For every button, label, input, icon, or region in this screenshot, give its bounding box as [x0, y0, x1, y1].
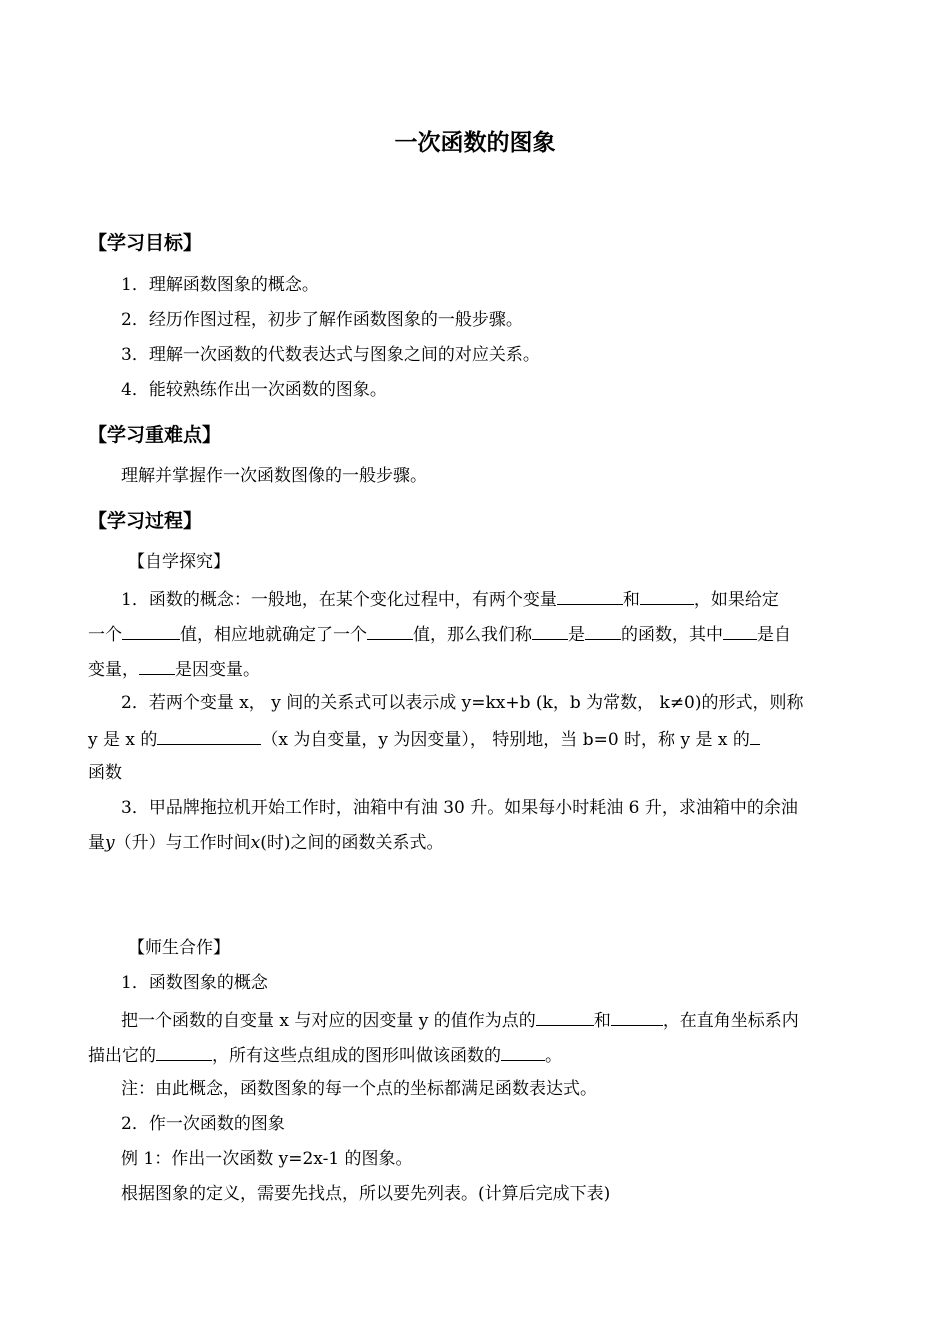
coop-1-text-d: 描出它的: [88, 1046, 156, 1066]
key-text: 理解并掌握作一次函数图像的一般步骤。: [121, 466, 427, 486]
goal-3: 3．理解一次函数的代数表达式与图象之间的对应关系。: [121, 345, 540, 365]
coop-1-text-e: ，所有这些点组成的图形叫做该函数的: [212, 1046, 501, 1066]
answer-blank[interactable]: [532, 621, 568, 640]
q3-line-1: 3．甲品牌拖拉机开始工作时，油箱中有油 30 升。如果每小时耗油 6 升，求油箱中的余油: [121, 798, 798, 818]
table-hint: 根据图象的定义，需要先找点，所以要先列表。(计算后完成下表): [121, 1184, 611, 1204]
key-heading: 【学习重难点】: [88, 424, 222, 446]
self-study-heading: 【自学探究】: [128, 552, 230, 572]
q1-text-d: 一个: [88, 625, 122, 645]
coop-1-line-2: [88, 1042, 562, 1068]
q1-text-a: 1．函数的概念：一般地，在某个变化过程中，有两个变量: [121, 590, 557, 610]
q1-text-f: 值，那么我们称: [413, 625, 532, 645]
coop-1-text-f: 。: [545, 1046, 562, 1066]
q1-text-b: 和: [622, 590, 640, 610]
coop-1-text-a: 把一个函数的自变量 x 与对应的因变量 y 的值作为点的: [121, 1011, 536, 1031]
answer-blank[interactable]: [156, 1042, 212, 1061]
q2-line-3: 函数: [88, 763, 122, 783]
answer-blank[interactable]: [501, 1042, 545, 1061]
example-text: 例 1：作出一次函数 y=2x-1 的图象。: [121, 1149, 413, 1169]
goals-heading: 【学习目标】: [88, 232, 203, 254]
q3-text-b: （升）与工作时间: [114, 833, 251, 853]
answer-blank[interactable]: [367, 621, 413, 640]
variable-x: x: [250, 833, 261, 853]
q3-text-a: 量: [88, 833, 105, 853]
answer-blank[interactable]: [557, 586, 623, 605]
q3-text-c: (时)之间的函数关系式。: [260, 833, 444, 853]
q1-text-h: 的函数，其中: [621, 625, 723, 645]
q3-line-2: [88, 831, 443, 855]
q1-text-j: 变量，: [88, 660, 139, 680]
q1-text-c: ，如果给定: [693, 590, 779, 610]
answer-blank[interactable]: [157, 726, 261, 745]
note-text: 注：由此概念，函数图象的每一个点的坐标都满足函数表达式。: [121, 1079, 597, 1099]
coop-1-line-1: [121, 1007, 799, 1033]
q2-text-c: （x 为自变量，y 为因变量）， 特别地，当 b=0 时，称 y 是 x 的: [261, 730, 750, 750]
answer-blank[interactable]: [585, 621, 621, 640]
process-heading: 【学习过程】: [88, 510, 203, 532]
page-title: 一次函数的图象: [394, 130, 556, 156]
answer-blank[interactable]: [723, 621, 757, 640]
answer-blank[interactable]: [139, 656, 175, 675]
goal-1: 1．理解函数图象的概念。: [121, 275, 319, 295]
variable-y: y: [105, 833, 115, 853]
goal-2: 2．经历作图过程，初步了解作函数图象的一般步骤。: [121, 310, 523, 330]
q1-text-g: 是: [568, 625, 585, 645]
answer-blank[interactable]: [640, 586, 694, 605]
q1-line-3: [88, 656, 260, 682]
coop-heading: 【师生合作】: [128, 938, 230, 958]
goal-4: 4．能较熟练作出一次函数的图象。: [121, 380, 387, 400]
q1-text-e: 值，相应地就确定了一个: [180, 625, 367, 645]
coop-1-text-c: ，在直角坐标系内: [662, 1011, 799, 1031]
q1-line-2: [88, 621, 791, 647]
answer-blank[interactable]: [536, 1007, 594, 1026]
q1-text-k: 是因变量。: [175, 660, 260, 680]
q1-text-i: 是自: [757, 625, 791, 645]
answer-blank[interactable]: [611, 1007, 663, 1026]
coop-1-title: 1．函数图象的概念: [121, 973, 268, 993]
q2-line-2: [88, 726, 760, 752]
answer-blank[interactable]: [750, 726, 760, 745]
q2-line-1: 2．若两个变量 x， y 间的关系式可以表示成 y=kx+b (k，b 为常数， k≠0)的形式，则称: [121, 693, 804, 713]
q1-line-1: [121, 586, 779, 612]
coop-2-title: 2．作一次函数的图象: [121, 1114, 285, 1134]
coop-1-text-b: 和: [593, 1011, 611, 1031]
answer-blank[interactable]: [122, 621, 180, 640]
q2-text-b: y 是 x 的: [88, 730, 158, 750]
